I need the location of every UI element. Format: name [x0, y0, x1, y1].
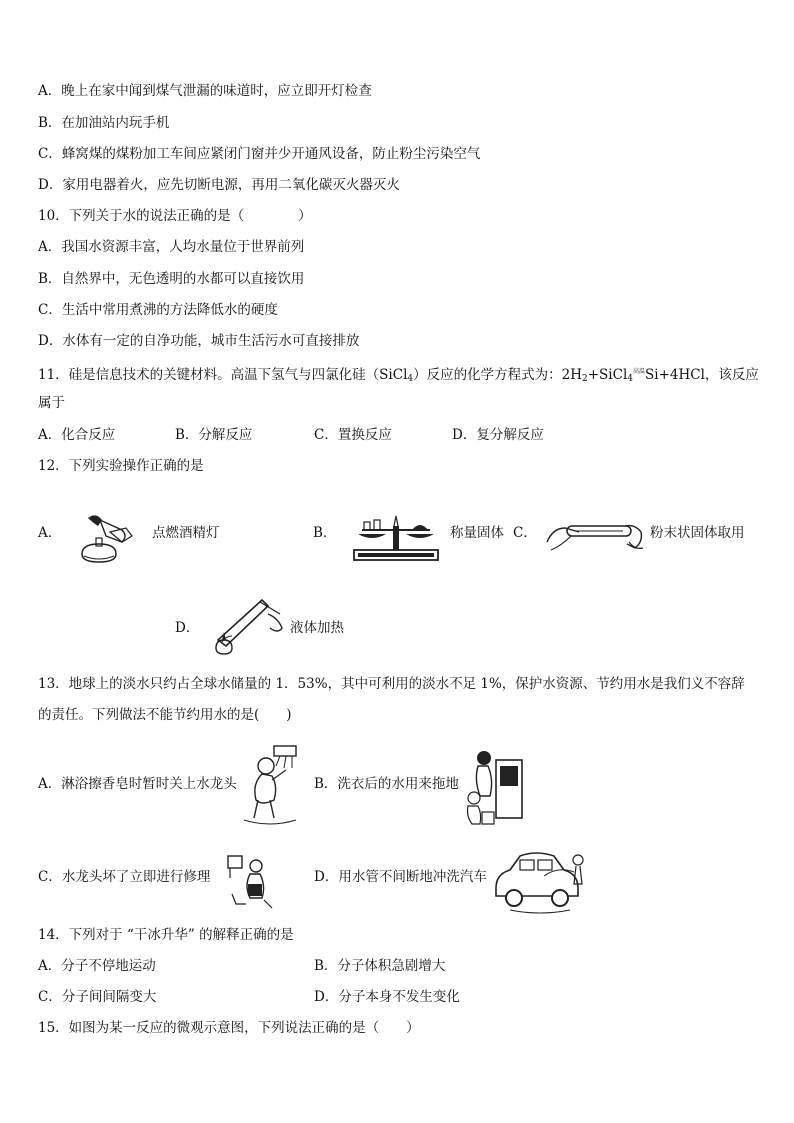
q11-option-d: D．复分解反应	[452, 427, 544, 443]
q13-option-b: B．洗衣后的水用来拖地	[314, 776, 459, 792]
q13-stem-line2: 的责任。下列做法不能节约用水的是( )	[38, 707, 292, 723]
q11-option-b: B．分解反应	[175, 427, 253, 443]
q12-option-c-label: 粉末状固体取用	[650, 525, 745, 541]
q9-option-b: B．在加油站内玩手机	[38, 115, 170, 131]
q14-stem: 14．下列对于 “干冰升华” 的解释正确的是	[38, 927, 294, 943]
q10-option-b: B．自然界中，无色透明的水都可以直接饮用	[38, 271, 305, 287]
q14-option-c: C．分子间间隔变大	[38, 989, 157, 1005]
q11-stem: 11．硅是信息技术的关键材料。高温下氢气与四氯化硅（SiCl$_4$）反应的化学方程式为：$2H_2+SiCl_4^{高温}Si+4HCl$，该反应	[38, 367, 759, 384]
liquid-heating-figure	[208, 596, 284, 658]
q10-option-c: C．生活中常用煮沸的方法降低水的硬度	[38, 302, 278, 318]
car-washing-figure	[490, 842, 590, 916]
q9-option-c: C．蜂窝煤的煤粉加工车间应紧闭门窗并少开通风设备，防止粉尘污染空气	[38, 146, 481, 162]
q12-stem: 12．下列实验操作正确的是	[38, 458, 204, 474]
q9-option-a: A．晚上在家中闻到煤气泄漏的味道时，应立即开灯检查	[38, 83, 372, 99]
q13-option-c: C．水龙头坏了立即进行修理	[38, 869, 211, 885]
mopping-floor-figure	[460, 748, 526, 832]
q12-option-a-letter: A．	[38, 525, 62, 541]
q10-option-d: D．水体有一定的自净功能，城市生活污水可直接排放	[38, 333, 360, 349]
alcohol-lamp-lighting-figure	[70, 510, 142, 568]
q14-option-d: D．分子本身不发生变化	[314, 989, 460, 1005]
q13-option-d: D．用水管不间断地冲洗汽车	[314, 869, 487, 885]
faucet-repair-figure	[218, 850, 278, 912]
q12-option-d-label: 液体加热	[290, 620, 344, 636]
reaction-condition: 高温	[633, 368, 646, 375]
q11-option-c: C．置换反应	[314, 427, 392, 443]
q12-option-a-label: 点燃酒精灯	[152, 525, 220, 541]
q11-option-a: A．化合反应	[38, 427, 116, 443]
q10-stem: 10．下列关于水的说法正确的是（ ）	[38, 208, 312, 224]
q12-option-c-letter: C．	[513, 525, 537, 541]
balance-scale-figure	[350, 508, 442, 566]
q14-option-a: A．分子不停地运动	[38, 958, 156, 974]
q10-option-a: A．我国水资源丰富，人均水量位于世界前列	[38, 239, 305, 255]
q12-option-d-letter: D．	[175, 620, 200, 636]
q12-option-b-label: 称量固体	[450, 525, 504, 541]
powder-solid-taking-figure	[545, 512, 647, 558]
q12-option-b-letter: B．	[313, 525, 337, 541]
q14-option-b: B．分子体积急剧增大	[314, 958, 446, 974]
q13-option-a: A．淋浴擦香皂时暂时关上水龙头	[38, 776, 237, 792]
q9-option-d: D．家用电器着火，应先切断电源，再用二氧化碳灭火器灭火	[38, 177, 400, 193]
shower-soap-figure	[240, 744, 302, 826]
q11-stem-line2: 属于	[38, 395, 65, 411]
q13-stem-line1: 13．地球上的淡水只约占全球水储量的 1．53%，其中可利用的淡水不足 1%，保护水资源、节约用水是我们义不容辞	[38, 676, 745, 692]
q15-stem: 15．如图为某一反应的微观示意图，下列说法正确的是（ ）	[38, 1020, 420, 1036]
